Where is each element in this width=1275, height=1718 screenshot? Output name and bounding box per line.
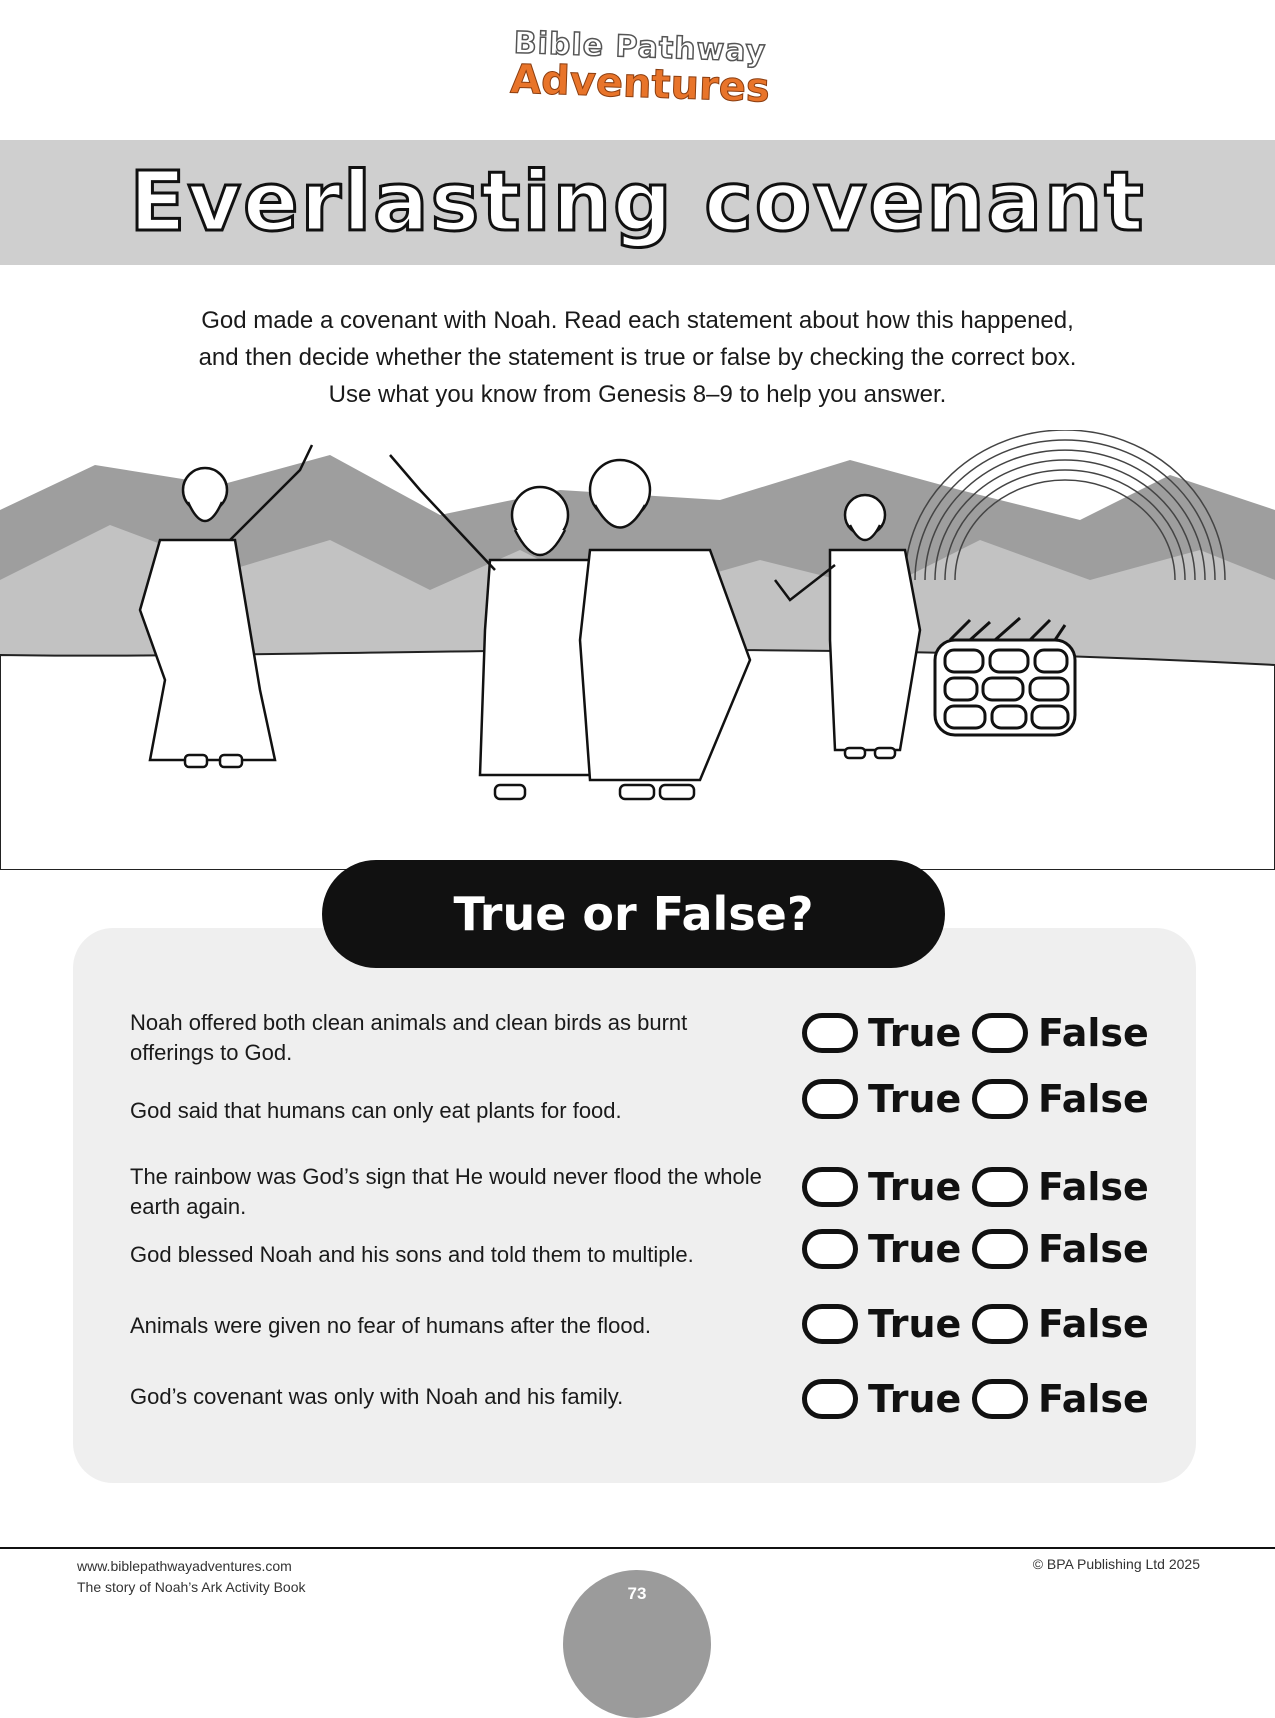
true-label: True: [868, 1377, 962, 1421]
false-checkbox[interactable]: [972, 1013, 1028, 1053]
statement-text: God’s covenant was only with Noah and his family.: [130, 1384, 624, 1409]
false-label: False: [1038, 1011, 1149, 1055]
true-checkbox[interactable]: [802, 1379, 858, 1419]
instructions: [100, 302, 1175, 413]
noah-family-rainbow-illustration: [0, 430, 1275, 870]
statement-text: God said that humans can only eat plants for food.: [130, 1098, 622, 1123]
quiz-row: [130, 1077, 1210, 1156]
false-label: False: [1038, 1227, 1149, 1271]
false-checkbox[interactable]: [972, 1079, 1028, 1119]
false-option[interactable]: [972, 1301, 1149, 1347]
instructions-line-2: and then decide whether the statement is true or false by checking the correct box.: [198, 344, 1077, 371]
footer-copyright: © BPA Publishing Ltd 2025: [1032, 1556, 1200, 1572]
true-label: True: [868, 1227, 962, 1271]
page-title: Everlasting covenant: [129, 155, 1146, 250]
publisher-logo: [480, 25, 800, 120]
quiz-row: [130, 1008, 1210, 1068]
instructions-line-1: God made a covenant with Noah. Read each statement about how this happened,: [201, 307, 1074, 334]
quiz-row: [130, 1302, 1210, 1371]
statement-text: Noah offered both clean animals and clean birds as burnt offerings to God.: [130, 1010, 688, 1065]
footer-divider: [0, 1547, 1275, 1549]
false-label: False: [1038, 1077, 1149, 1121]
logo-text-bottom: Adventures: [509, 56, 771, 112]
false-checkbox[interactable]: [972, 1379, 1028, 1419]
true-option[interactable]: [802, 1076, 961, 1122]
quiz-row: [130, 1227, 1210, 1300]
false-checkbox[interactable]: [972, 1167, 1028, 1207]
false-label: False: [1038, 1377, 1149, 1421]
page-number: 73: [627, 1584, 647, 1603]
false-checkbox[interactable]: [972, 1229, 1028, 1269]
true-checkbox[interactable]: [802, 1167, 858, 1207]
false-option[interactable]: [972, 1076, 1149, 1122]
true-option[interactable]: [802, 1376, 961, 1422]
true-checkbox[interactable]: [802, 1079, 858, 1119]
statement-text: God blessed Noah and his sons and told them to multiple.: [130, 1242, 694, 1267]
false-option[interactable]: [972, 1164, 1149, 1210]
true-checkbox[interactable]: [802, 1304, 858, 1344]
true-label: True: [868, 1165, 962, 1209]
footer-book-title: The story of Noah’s Ark Activity Book: [77, 1579, 306, 1595]
statement-text: Animals were given no fear of humans after the flood.: [130, 1313, 651, 1338]
true-option[interactable]: [802, 1010, 961, 1056]
false-checkbox[interactable]: [972, 1304, 1028, 1344]
footer-url: www.biblepathwayadventures.com: [77, 1558, 292, 1574]
statement-text: The rainbow was God’s sign that He would never flood the whole earth again.: [130, 1164, 762, 1219]
true-checkbox[interactable]: [802, 1013, 858, 1053]
logo-text-top: Bible Pathway: [513, 25, 767, 70]
true-option[interactable]: [802, 1226, 961, 1272]
false-label: False: [1038, 1165, 1149, 1209]
quiz-row: [130, 1377, 1210, 1442]
true-option[interactable]: [802, 1301, 961, 1347]
false-option[interactable]: [972, 1376, 1149, 1422]
true-checkbox[interactable]: [802, 1229, 858, 1269]
true-label: True: [868, 1077, 962, 1121]
footer-left: [77, 1556, 306, 1598]
false-label: False: [1038, 1302, 1149, 1346]
true-option[interactable]: [802, 1164, 961, 1210]
false-option[interactable]: [972, 1226, 1149, 1272]
quiz-heading: True or False?: [453, 887, 814, 941]
true-label: True: [868, 1302, 962, 1346]
instructions-line-3: Use what you know from Genesis 8–9 to help you answer.: [328, 381, 947, 408]
false-option[interactable]: [972, 1010, 1149, 1056]
quiz-row: [130, 1162, 1210, 1222]
true-label: True: [868, 1011, 962, 1055]
